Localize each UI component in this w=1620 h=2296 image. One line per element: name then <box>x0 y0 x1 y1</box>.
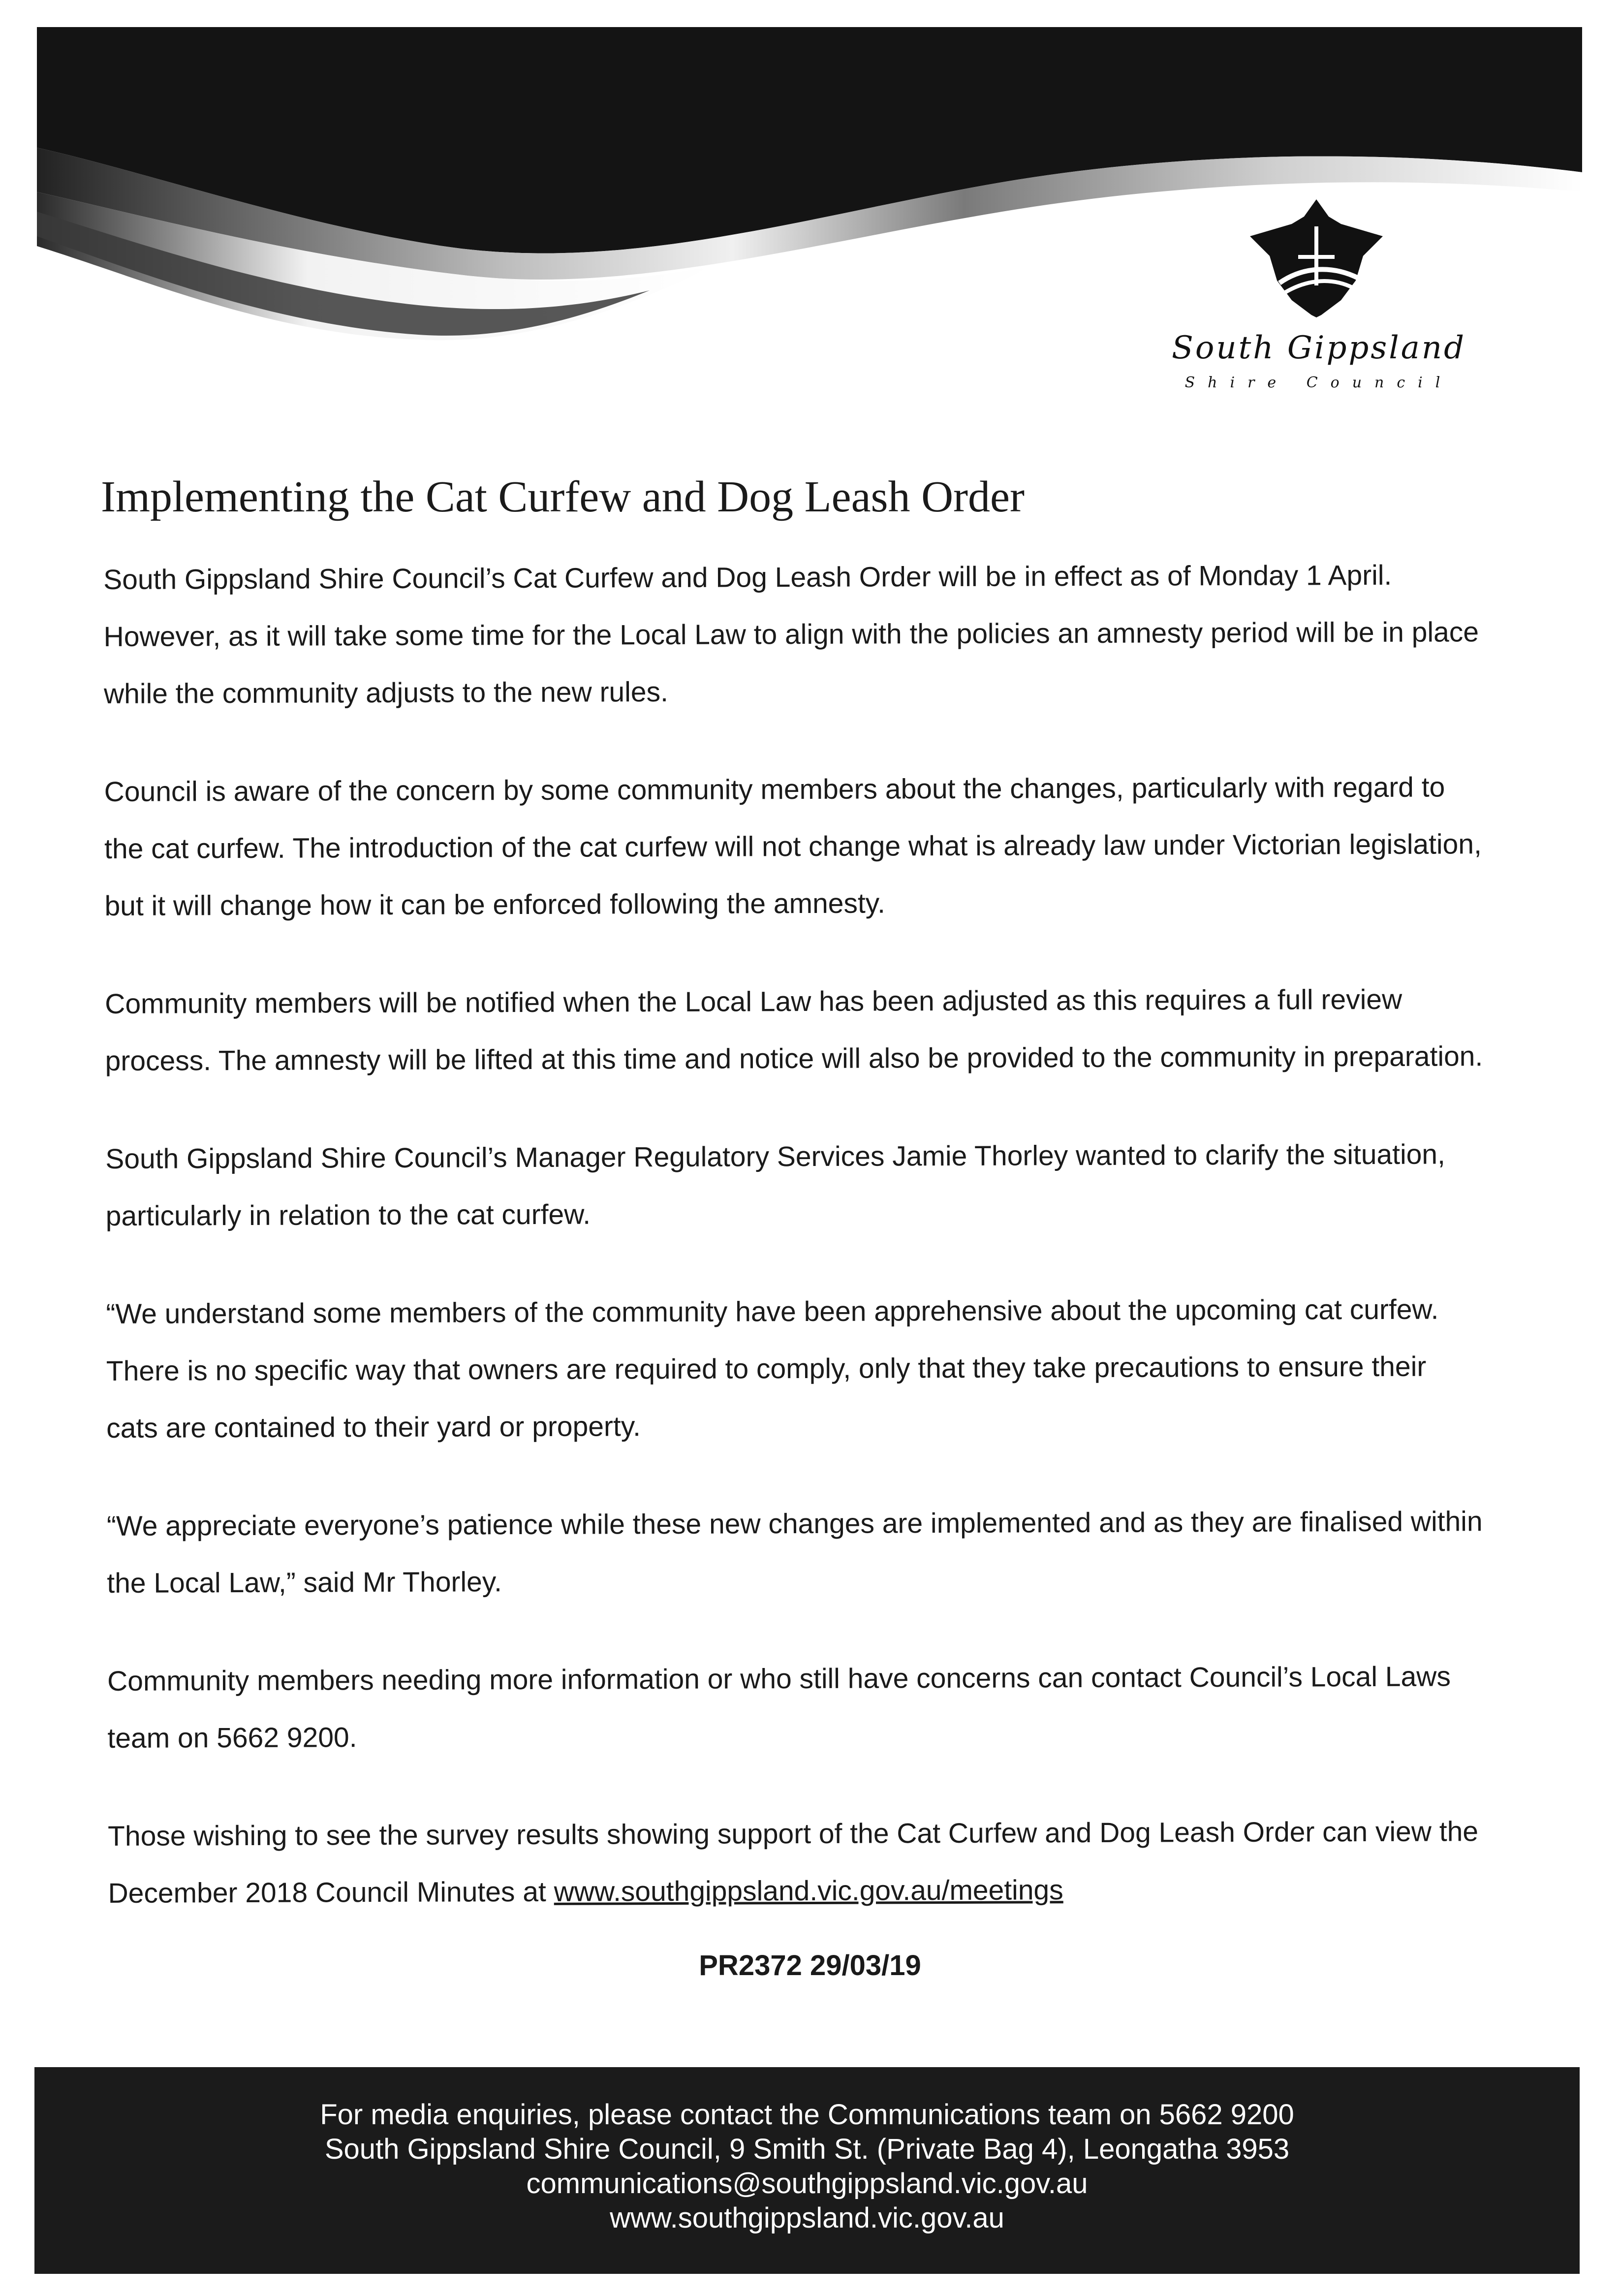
footer-contact-banner <box>34 2067 1580 2274</box>
meetings-link[interactable]: www.southgippsland.vic.gov.au/meetings <box>554 1874 1063 1908</box>
paragraph: Council is aware of the concern by some community members about the changes, particularly with regard to the cat curfew. The introduction of the cat curfew will not change what is already law under Victorian legislation, but it will change how it can be enforced following the amnesty. <box>104 771 1482 922</box>
body-text <box>103 546 1486 1963</box>
organization-name: South Gippsland <box>1171 330 1466 366</box>
paragraph: Community members will be notified when the Local Law has been adjusted as this requires a full review process. The amnesty will be lifted at this time and notice will also be provided to the community in preparation. <box>105 983 1483 1077</box>
council-logo <box>1166 197 1471 404</box>
paragraph: South Gippsland Shire Council’s Manager Regulatory Services Jamie Thorley wanted to clarify the situation, particularly in relation to the cat curfew. <box>105 1138 1446 1232</box>
press-release-reference: PR2372 29/03/19 <box>699 1950 921 1981</box>
paragraph: South Gippsland Shire Council’s Cat Curfew and Dog Leash Order will be in effect as of Monday 1 April. However, as it will take some time for the Local Law to align with the policies an amnesty period will be in place while the community adjusts to the new rules. <box>103 559 1479 710</box>
footer-email-link[interactable]: communications@southgippsland.vic.gov.au <box>526 2168 1088 2200</box>
footer-website-link[interactable]: www.southgippsland.vic.gov.au <box>610 2202 1004 2234</box>
closing-paragraph <box>108 1803 1486 1922</box>
organization-subtitle: Shire Council <box>1184 374 1453 391</box>
council-emblem-icon <box>1235 197 1398 320</box>
paragraph: “We understand some members of the community have been apprehensive about the upcoming cat curfew. There is no specific way that owners are required to comply, only that they take precautions to ensure their cats are contained to their yard or property. <box>106 1293 1439 1444</box>
paragraph: “We appreciate everyone’s patience while these new changes are implemented and as they are finalised within the Local Law,” said Mr Thorley. <box>106 1506 1483 1599</box>
footer-media-line: For media enquiries, please contact the Communications team on 5662 9200 <box>320 2099 1294 2131</box>
footer-address-line: South Gippsland Shire Council, 9 Smith St. (Private Bag 4), Leongatha 3953 <box>324 2133 1290 2165</box>
paragraph: Community members needing more information or who still have concerns can contact Council’s Local Laws team on 5662 9200. <box>107 1661 1451 1754</box>
closing-paragraph-text: Those wishing to see the survey results showing support of the Cat Curfew and Dog Leash Order can view the December 2018 Council Minutes at <box>108 1816 1479 1909</box>
document-title: Implementing the Cat Curfew and Dog Leash Order <box>101 472 1025 521</box>
